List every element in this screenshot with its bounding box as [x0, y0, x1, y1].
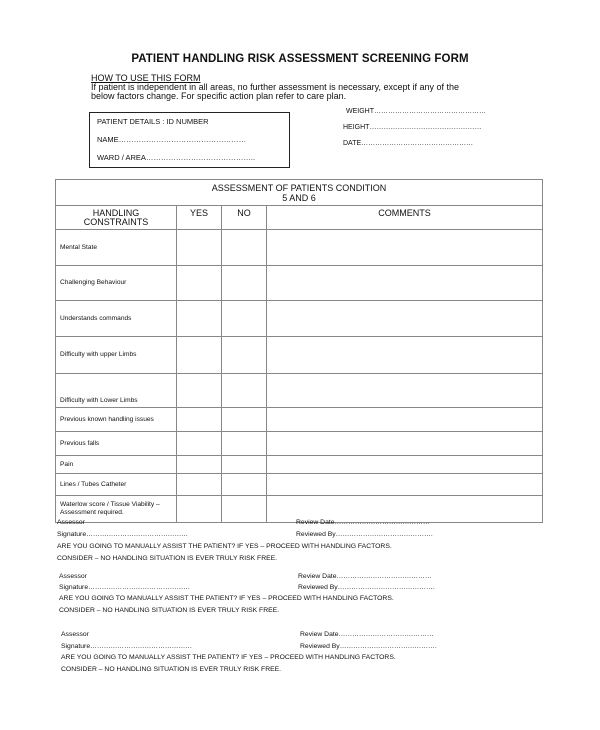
yes-cell[interactable] [177, 496, 222, 523]
assessor-label: Assessor [59, 573, 87, 580]
patient-id-label: PATIENT DETAILS : ID NUMBER [97, 117, 209, 126]
yes-cell[interactable] [177, 337, 222, 374]
signature-field[interactable]: Signature……………………………………… [61, 643, 193, 650]
assessment-table [55, 179, 543, 523]
table-row [56, 456, 543, 474]
row-label: Previous falls [56, 432, 177, 456]
comments-cell[interactable] [267, 374, 543, 408]
table-title-row [56, 180, 543, 206]
col-comments: COMMENTS [267, 206, 543, 230]
col-handling-line-2: CONSTRAINTS [83, 217, 149, 227]
table-header-row [56, 206, 543, 230]
table-row [56, 266, 543, 301]
table-row [56, 230, 543, 266]
yes-cell[interactable] [177, 301, 222, 337]
risk-free-note: CONSIDER – NO HANDLING SITUATION IS EVER TRULY RISK FREE. [57, 555, 278, 562]
comments-cell[interactable] [267, 432, 543, 456]
how-to-heading: HOW TO USE THIS FORM [91, 73, 201, 83]
row-label: Previous known handling issues [56, 408, 177, 432]
signature-field[interactable]: Signature……………………………………… [59, 584, 191, 591]
manual-assist-question: ARE YOU GOING TO MANUALLY ASSIST THE PATIENT? IF YES – PROCEED WITH HANDLING FACTORS. [61, 654, 396, 661]
no-cell[interactable] [222, 266, 267, 301]
weight-field[interactable]: WEIGHT………………………………………… [346, 108, 486, 115]
col-no: NO [222, 206, 267, 230]
row-label-line-2: Assessment required. [60, 509, 124, 516]
table-title-line-2: 5 AND 6 [282, 192, 316, 203]
ward-area-field[interactable]: WARD / AREA…………………………………….. [97, 153, 256, 162]
reviewed-by-field[interactable]: Reviewed By……………………………………. [298, 584, 435, 591]
row-label: Difficulty with Lower Limbs [56, 374, 177, 408]
table-row [56, 337, 543, 374]
how-to-line-2: below factors change. For specific action plan refer to care plan. [91, 91, 347, 101]
review-date-field[interactable]: Review Date…………………………………… [298, 573, 432, 580]
reviewed-by-field[interactable]: Reviewed By……………………………………. [296, 531, 433, 538]
date-field[interactable]: DATE………………………………………… [343, 140, 474, 147]
no-cell[interactable] [222, 456, 267, 474]
how-to-line-1: If patient is independent in all areas, no further assessment is necessary, except if any of the [91, 82, 460, 92]
table-title-line-1: ASSESSMENT OF PATIENTS CONDITION [211, 182, 387, 193]
manual-assist-question: ARE YOU GOING TO MANUALLY ASSIST THE PATIENT? IF YES – PROCEED WITH HANDLING FACTORS. [59, 595, 394, 602]
comments-cell[interactable] [267, 266, 543, 301]
assessor-label: Assessor [57, 519, 85, 526]
assessor-label: Assessor [61, 631, 89, 638]
table-row [56, 408, 543, 432]
risk-free-note: CONSIDER – NO HANDLING SITUATION IS EVER TRULY RISK FREE. [59, 607, 280, 614]
no-cell[interactable] [222, 301, 267, 337]
table-row [56, 432, 543, 456]
no-cell[interactable] [222, 337, 267, 374]
patient-name-field[interactable]: NAME…………………………………………… [97, 135, 247, 144]
review-date-field[interactable]: Review Date…………………………………… [300, 631, 434, 638]
yes-cell[interactable] [177, 432, 222, 456]
comments-cell[interactable] [267, 301, 543, 337]
col-yes: YES [177, 206, 222, 230]
yes-cell[interactable] [177, 474, 222, 496]
yes-cell[interactable] [177, 374, 222, 408]
yes-cell[interactable] [177, 456, 222, 474]
row-label: Lines / Tubes Catheter [56, 474, 177, 496]
comments-cell[interactable] [267, 474, 543, 496]
risk-free-note: CONSIDER – NO HANDLING SITUATION IS EVER TRULY RISK FREE. [61, 666, 282, 673]
no-cell[interactable] [222, 374, 267, 408]
form-title: PATIENT HANDLING RISK ASSESSMENT SCREENING FORM [131, 53, 469, 65]
yes-cell[interactable] [177, 230, 222, 266]
yes-cell[interactable] [177, 408, 222, 432]
signature-field[interactable]: Signature……………………………………… [57, 531, 189, 538]
table-row [56, 374, 543, 408]
no-cell[interactable] [222, 496, 267, 523]
comments-cell[interactable] [267, 230, 543, 266]
yes-cell[interactable] [177, 266, 222, 301]
no-cell[interactable] [222, 230, 267, 266]
row-label: Difficulty with upper Limbs [56, 337, 177, 374]
no-cell[interactable] [222, 474, 267, 496]
comments-cell[interactable] [267, 337, 543, 374]
row-label: Understands commands [56, 301, 177, 337]
table-title-cell [56, 180, 543, 206]
row-label-line-1: Waterlow score / Tissue Viability – [60, 501, 160, 508]
table-row [56, 301, 543, 337]
table-row [56, 474, 543, 496]
col-handling-constraints [56, 206, 177, 230]
comments-cell[interactable] [267, 456, 543, 474]
row-label: Pain [56, 456, 177, 474]
col-handling-line-1: HANDLING [92, 208, 140, 218]
manual-assist-question: ARE YOU GOING TO MANUALLY ASSIST THE PATIENT? IF YES – PROCEED WITH HANDLING FACTORS. [57, 543, 392, 550]
review-date-field[interactable]: Review Date…………………………………… [296, 519, 430, 526]
no-cell[interactable] [222, 432, 267, 456]
row-label: Challenging Behaviour [56, 266, 177, 301]
comments-cell[interactable] [267, 408, 543, 432]
row-label: Mental State [56, 230, 177, 266]
height-field[interactable]: HEIGHT………………………………………… [343, 124, 482, 131]
reviewed-by-field[interactable]: Reviewed By……………………………………. [300, 643, 437, 650]
no-cell[interactable] [222, 408, 267, 432]
